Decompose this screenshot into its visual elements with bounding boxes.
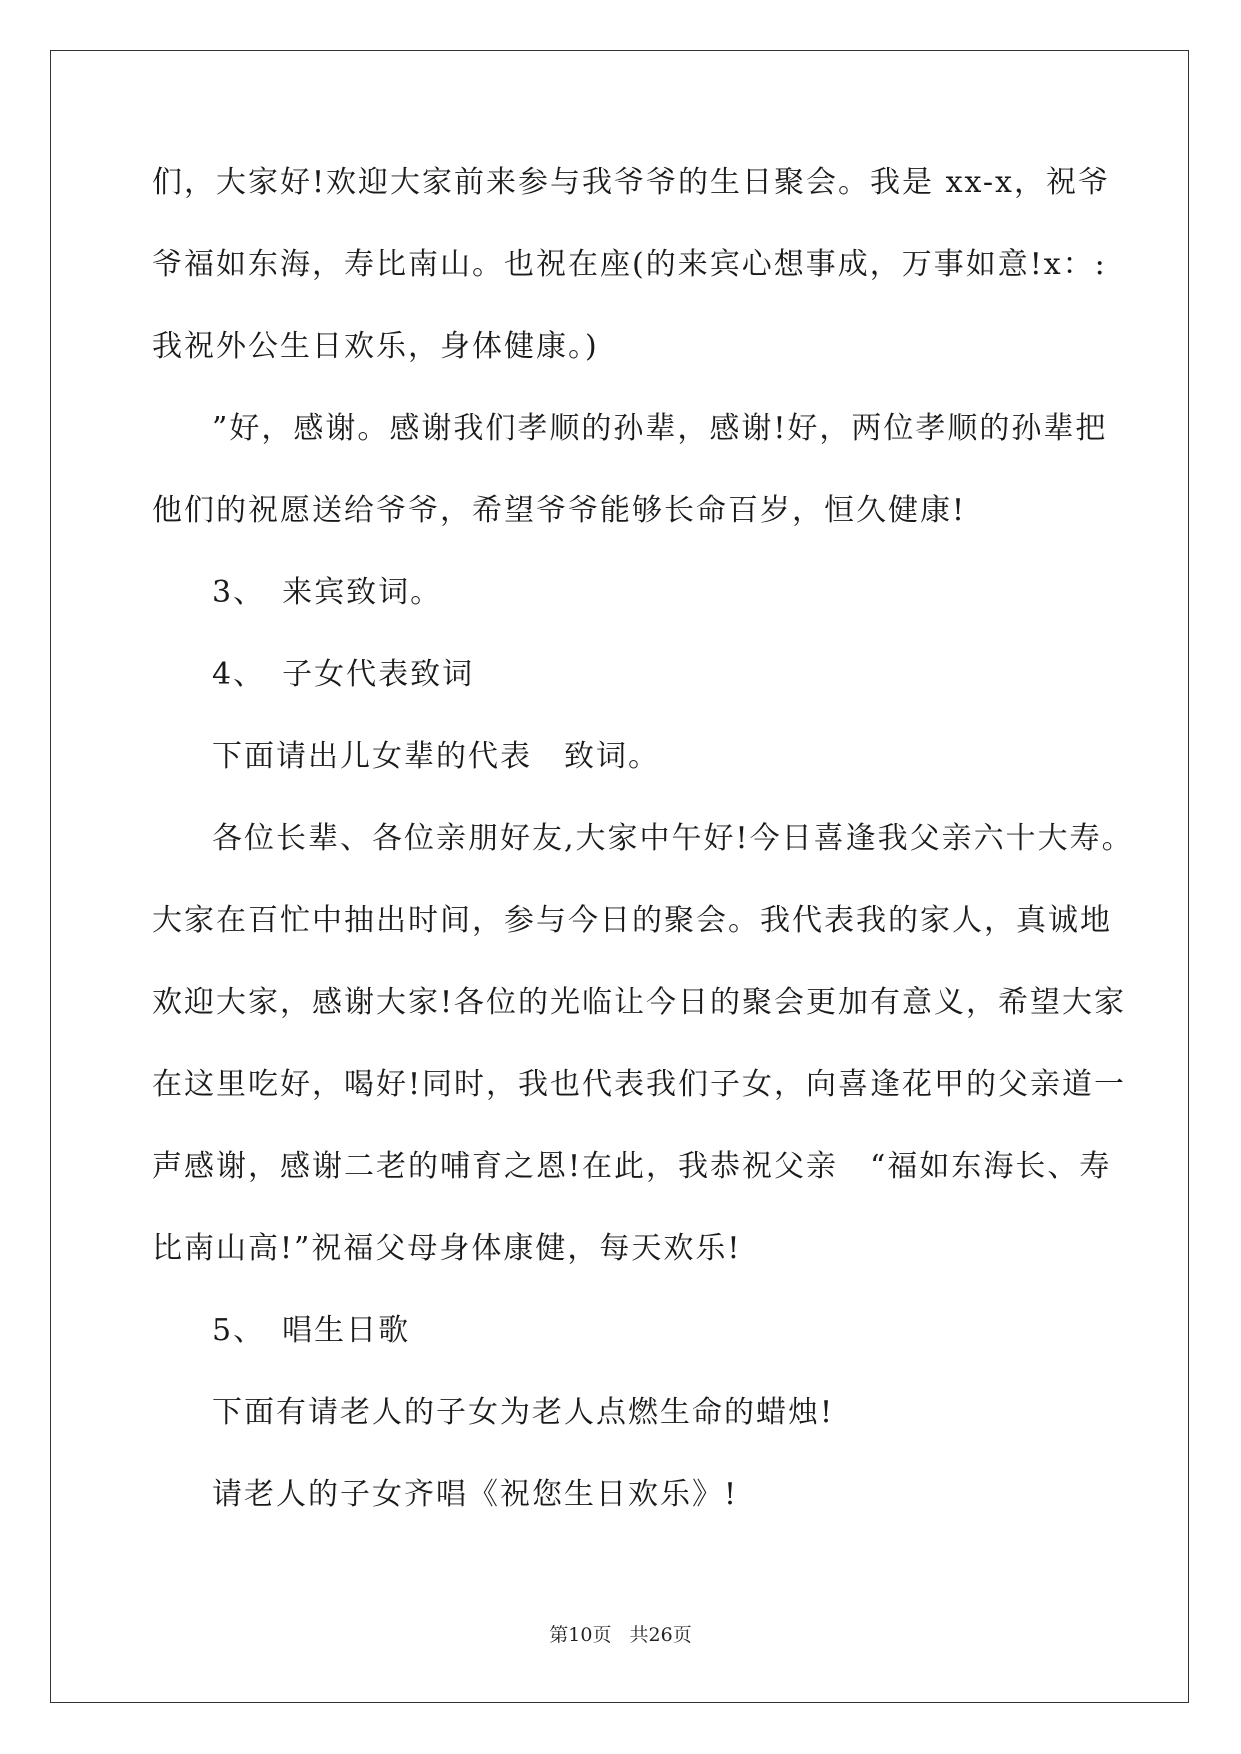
text-line: 他们的祝愿送给爷爷，希望爷爷能够长命百岁，恒久健康! — [152, 493, 967, 528]
text-line: 下面有请老人的子女为老人点燃生命的蜡烛! — [212, 1395, 835, 1430]
text-line: 我祝外公生日欢乐，身体健康。) — [152, 329, 599, 364]
page-total: 共26页 — [629, 1624, 692, 1646]
text-line: 下面请出儿女辈的代表 致词。 — [212, 739, 660, 774]
text-line: 请老人的子女齐唱《祝您生日欢乐》! — [212, 1477, 739, 1512]
text-line: 大家在百忙中抽出时间，参与今日的聚会。我代表我的家人，真诚地 — [152, 903, 1112, 938]
section-heading: 4、 子女代表致词 — [212, 657, 475, 692]
text-line: 比南山高!”祝福父母身体康健，每天欢乐! — [152, 1231, 742, 1266]
page-footer — [0, 1623, 1241, 1647]
section-heading: 3、 来宾致词。 — [212, 575, 443, 610]
section-heading: 5、 唱生日歌 — [212, 1313, 411, 1348]
text-line: 爷福如东海，寿比南山。也祝在座(的来宾心想事成，万事如意!x：: — [152, 247, 1107, 282]
text-line: 在这里吃好，喝好!同时，我也代表我们子女，向喜逢花甲的父亲道一 — [152, 1067, 1127, 1102]
page-number: 第10页 — [549, 1624, 612, 1646]
text-line: 声感谢，感谢二老的哺育之恩!在此，我恭祝父亲 “福如东海长、寿 — [152, 1149, 1112, 1184]
text-line: ”好，感谢。感谢我们孝顺的孙辈，感谢!好，两位孝顺的孙辈把 — [212, 411, 1108, 446]
document-body — [152, 163, 1134, 1557]
text-line: 欢迎大家，感谢大家!各位的光临让今日的聚会更加有意义，希望大家 — [152, 985, 1127, 1020]
text-line: 各位长辈、各位亲朋好友,大家中午好!今日喜逢我父亲六十大寿。 — [212, 821, 1134, 856]
text-line: 们，大家好!欢迎大家前来参与我爷爷的生日聚会。我是 xx-x，祝爷 — [152, 165, 1110, 200]
